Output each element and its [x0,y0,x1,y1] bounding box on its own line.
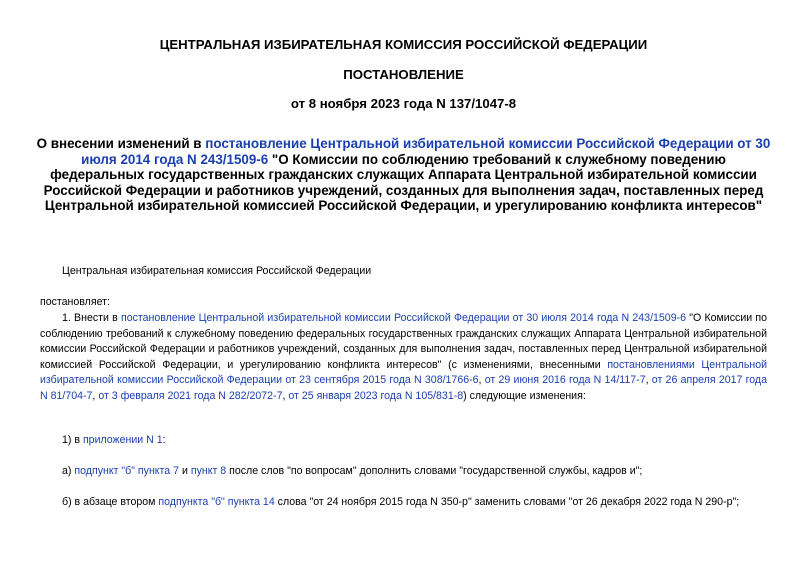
separator: , [645,374,652,387]
subitem-1-paragraph [40,433,767,449]
amendment-link-2023[interactable]: от 25 января 2023 года N 105/831-8 [288,389,464,402]
subitem-a-paragraph [40,464,767,480]
subitem-1-suffix: : [162,434,166,446]
point-8-link[interactable]: пункт 8 [190,465,227,477]
point-7-subpoint-b-link[interactable]: подпункт "б" пункта 7 [74,465,180,477]
appendix-1-link[interactable]: приложении N 1 [82,434,163,446]
subitem-a-mid: и [179,465,191,477]
document-type-heading: ПОСТАНОВЛЕНИЕ [343,67,464,82]
separator: , [282,389,289,402]
resolves-paragraph: постановляет: [40,296,110,308]
item-1-suffix: ) следующие изменения: [463,389,586,402]
subitem-1-prefix: 1) в [62,434,83,446]
item-1-mid: "О Комиссии по соблюдению требований к служебному поведению федеральных государственных гражданских служащих Аппарата Центральной избирательной комиссии Российской Федерации и работников учреждений, созданных для выполнения задач, поставленных перед Центральной избирательной комиссией Российской Федерации, и урегулированию конфликта интересов" (с изменениями, внесенными [40,312,767,371]
amendment-link-2021[interactable]: от 3 февраля 2021 года N 282/2072-7 [98,389,283,402]
document-title [36,136,771,214]
organization-heading: ЦЕНТРАЛЬНАЯ ИЗБИРАТЕЛЬНАЯ КОМИССИЯ РОССИЙСКОЙ ФЕДЕРАЦИИ [159,37,648,52]
title-decree-link[interactable]: постановление Центральной избирательной комиссии Российской Федерации от 30 июля 2014 года N 243/1509-6 [81,136,771,167]
document-date-number: от 8 ноября 2023 года N 137/1047-8 [290,96,517,111]
subitem-b-prefix: б) в абзаце втором [62,496,159,508]
subitem-a-prefix: а) [62,465,75,477]
amendment-link-2016[interactable]: от 29 июня 2016 года N 14/117-7 [484,374,646,387]
item-1-prefix: 1. Внести в [62,312,121,324]
title-rest: "О Комиссии по соблюдению требований к служебному поведению федеральных государственных гражданских служащих Аппарата Центральной избирательной комиссии Российской Федерации и работников учреждений, созданных для выполнения задач, поставленных перед Центральной избирательной комиссией Российской Федерации, и урегулированию конфликта интересов" [43,151,764,214]
item-1-paragraph [40,311,767,405]
subitem-b-suffix: слова "от 24 ноября 2015 года N 350-р" заменить словами "от 26 декабря 2022 года N 290-р"; [274,496,740,508]
amendment-link-2017[interactable]: от 26 апреля 2017 года N 81/704-7 [40,374,767,402]
separator: , [92,389,99,402]
issuer-paragraph: Центральная избирательная комиссия Российской Федерации [62,265,372,277]
subitem-a-suffix: после слов "по вопросам" дополнить словами "государственной службы, кадров и"; [226,465,643,477]
point-14-subpoint-b-link[interactable]: подпункта "б" пункта 14 [158,496,275,508]
item-1-decree-link[interactable]: постановление Центральной избирательной комиссии Российской Федерации от 30 июля 2014 года N 243/1509-6 [121,312,687,324]
amendment-link-2015[interactable]: постановлениями Центральной избирательной комиссии Российской Федерации от 23 сентября 2015 года N 308/1766-6 [40,358,767,387]
subitem-b-paragraph [40,495,767,511]
title-prefix: О внесении изменений в [36,136,206,151]
separator: , [478,374,485,387]
